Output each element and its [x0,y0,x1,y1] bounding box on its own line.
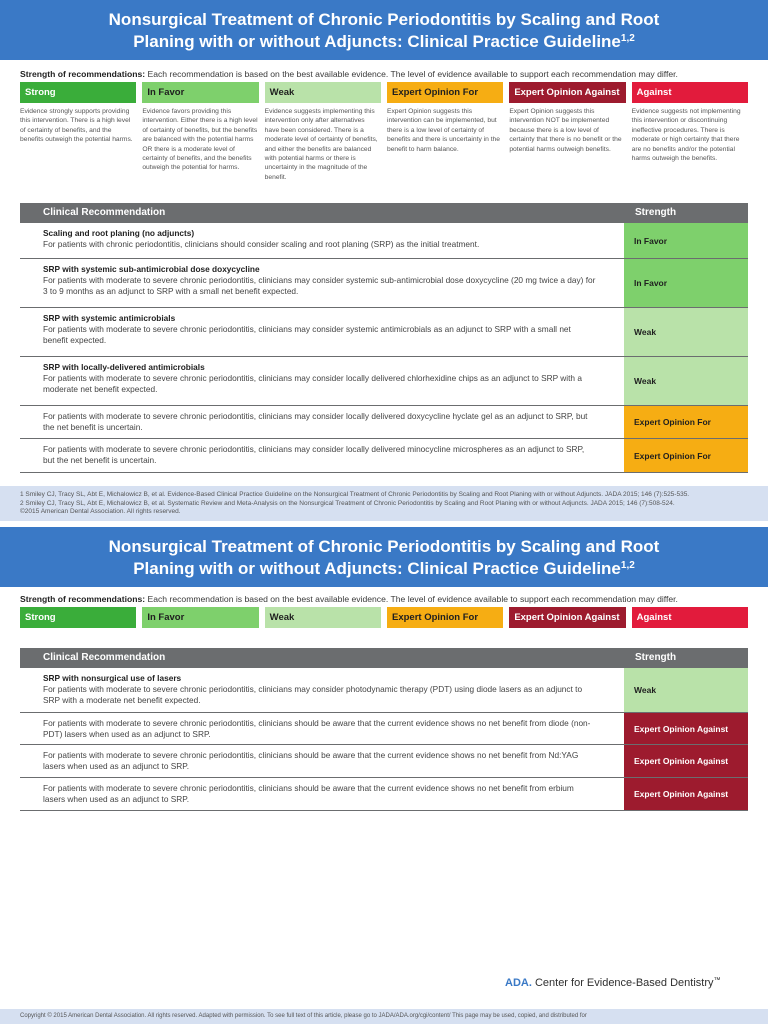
recommendation-cell [20,406,624,438]
strength-desc-weak: Evidence suggests implementing this intervention only after alternatives have been considered. There is a moderate level of certainty of benefits, and either the benefits are balanced with potential harms or there is uncertainty in the magnitude of the benefit. [264,108,378,181]
recommendation-cell [20,713,624,744]
table-row [20,713,748,745]
table-body [20,668,748,811]
strength-desc-in-favor: Evidence favors providing this intervention. Either there is a high level of certainty of benefits, but the benefits are balanced with the potential harms OR there is a moderate level of certainty of benefits, and the benefits outweigh the potential for harms. [142,108,258,172]
strength-scale-2 [20,607,748,628]
brand-trademark: ™ [713,977,721,984]
recommendation-cell [20,668,624,712]
strength-desc-expert-against: Expert Opinion suggests this intervention NOT be implemented because there is a low level of certainty that there is no benefit or the potential harms outweigh benefits. [509,108,622,153]
recommendation-cell [20,357,624,405]
strength-badge: Weak [624,668,748,712]
strength-badge: Weak [624,357,748,405]
table-row [20,259,748,308]
table-row [20,308,748,357]
strength-badge: Expert Opinion Against [624,745,748,777]
table-header [20,203,748,223]
recommendation-cell [20,745,624,777]
strength-badge: In Favor [624,259,748,307]
strength-badge: Expert Opinion Against [624,713,748,744]
strength-desc-strong: Evidence strongly supports providing this intervention. There is a high level of certainty of benefits, and the benefits outweigh the potential harms. [20,108,133,144]
title-superscript: 1,2 [620,560,635,571]
recommendation-title: SRP with locally-delivered antimicrobials [43,362,205,372]
strength-scale [20,82,748,103]
brand-logo [505,977,720,989]
header-recommendation: Clinical Recommendation [43,652,166,663]
recommendation-cell [20,778,624,810]
strength-badge: Expert Opinion For [624,439,748,472]
strength-badge: Expert Opinion Against [624,778,748,810]
page-title-banner [0,0,768,60]
recommendation-cell [20,259,624,307]
strength-badge: Weak [624,308,748,356]
strength-label: Strength of recommendations: [20,69,146,79]
footnote-1: 1 Smiley CJ, Tracy SL, Abt E, Michalowicz B, et al. Evidence-Based Clinical Practice Guideline on the Nonsurgical Treatment of Chronic Periodontitis by Scaling and Root Planing with or without Adjuncts. JADA 2015; 146 (7):525-535. [20,491,690,498]
page-title-line2: Planing with or without Adjuncts: Clinical Practice Guideline$^{1,2}$ [133,559,635,578]
header-strength: Strength [635,207,677,218]
strength-label: Strength of recommendations: [20,594,146,604]
recommendation-cell [20,223,624,258]
strength-intro [20,69,750,79]
recommendation-title: SRP with systemic sub-antimicrobial dose doxycycline [43,264,260,274]
recommendation-cell [20,308,624,356]
strength-chip-in-favor: In Favor [142,607,258,628]
recommendation-text: For patients with moderate to severe chronic periodontitis, clinicians may consider locally delivered minocycline microspheres as an adjunct to SRP, but the net benefit is uncertain. [43,444,585,465]
recommendation-text: For patients with chronic periodontitis, clinicians should consider scaling and root planing (SRP) as the initial treatment. [43,238,480,249]
table-row [20,406,748,439]
footnote-2: 2 Smiley CJ, Tracy SL, Abt E, Michalowicz B, et al. Systematic Review and Meta-Analysis on the Nonsurgical Treatment of Chronic Periodontitis by Scaling and Root Planing with or without Adjuncts. JADA 2015; 146 (7):508-524. [20,499,675,507]
page-title-banner-2 [0,527,768,587]
recommendation-text: For patients with moderate to severe chronic periodontitis, clinicians may consider locally delivered doxycycline hyclate gel as an adjunct to SRP, but the net benefit is uncertain. [43,411,588,432]
table-row [20,223,748,259]
recommendation-text: For patients with moderate to severe chronic periodontitis, clinicians should be aware that the current evidence shows no net benefit from Nd:YAG lasers when used as an adjunct to SRP. [43,750,579,771]
strength-chip-expert-for: Expert Opinion For [387,82,503,103]
table-row [20,745,748,778]
strength-chip-expert-against: Expert Opinion Against [509,82,625,103]
strength-intro-2 [20,594,750,604]
strength-badge: In Favor [624,223,748,258]
table-body [20,223,748,473]
strength-chip-expert-against: Expert Opinion Against [509,607,625,628]
strength-chip-in-favor: In Favor [142,82,258,103]
table-row [20,778,748,811]
strength-chip-weak: Weak [265,82,381,103]
strength-chip-against: Against [632,82,748,103]
recommendation-text: For patients with moderate to severe chronic periodontitis, clinicians may consider photodynamic therapy (PDT) using diode lasers as an adjunct to SRP with a moderate net benefit expected. [43,683,583,705]
recommendation-text: For patients with moderate to severe chronic periodontitis, clinicians may consider locally delivered chlorhexidine chips as an adjunct to SRP with a moderate net benefit expected. [43,372,582,394]
strength-chip-expert-for: Expert Opinion For [387,607,503,628]
page-title-line2: Planing with or without Adjuncts: Clinical Practice Guideline$^{1,2}$ [133,32,635,51]
table-row [20,439,748,473]
recommendation-text: For patients with moderate to severe chronic periodontitis, clinicians may consider systemic antimicrobials as an adjunct to SRP with a small net benefit expected. [43,323,571,345]
strength-chip-strong: Strong [20,607,136,628]
footnotes [0,486,768,521]
recommendation-title: SRP with nonsurgical use of lasers [43,673,182,683]
strength-desc-expert-for: Expert Opinion suggests this intervention can be implemented, but there is a low level of certainty of benefits and there is uncertainty in the benefit to harm balance. [386,108,500,153]
recommendation-table [20,203,748,473]
table-row [20,668,748,713]
strength-chip-against: Against [632,607,748,628]
recommendation-text: For patients with moderate to severe chronic periodontitis, clinicians should be aware that the current evidence shows no net benefit from diode (non-PDT) lasers when used as an adjunct to SRP. [43,718,591,739]
strength-badge: Expert Opinion For [624,406,748,438]
strength-desc-against: Evidence suggests not implementing this intervention or discontinuing ineffective procedures. There is moderate or high certainty that there are no benefits and/or the potential harms outweigh the benefits. [631,108,741,163]
recommendation-title: SRP with systemic antimicrobials [43,313,176,323]
brand-org: ADA. [505,977,532,989]
recommendation-title: Scaling and root planing (no adjuncts) [43,228,195,238]
strength-text: Each recommendation is based on the best available evidence. The level of evidence available to support each recommendation may differ. [147,69,678,79]
table-row [20,357,748,406]
strength-text: Each recommendation is based on the best available evidence. The level of evidence available to support each recommendation may differ. [147,594,678,604]
table-header [20,648,748,668]
recommendation-text: For patients with moderate to severe chronic periodontitis, clinicians may consider systemic sub-antimicrobial dose doxycycline (20 mg twice a day) for 3 to 9 months as an adjunct to SRP with a small net benefit expected. [43,274,596,296]
page-title-line1: Nonsurgical Treatment of Chronic Periodontitis by Scaling and Root [108,537,660,556]
strength-chip-weak: Weak [265,607,381,628]
copyright-notice: Copyright © 2015 American Dental Association. All rights reserved. Adapted with permission. To see full text of this article, please go to JADA/ADA.org/cgi/content/ This page may be used, copied, and distributed for [0,1009,768,1024]
footnote-copyright: ©2015 American Dental Association. All rights reserved. [20,508,181,516]
strength-chip-strong: Strong [20,82,136,103]
title-superscript: 1,2 [620,33,635,44]
page-title-line1: Nonsurgical Treatment of Chronic Periodontitis by Scaling and Root [108,10,660,29]
recommendation-cell [20,439,624,472]
brand-center: Center for Evidence-Based Dentistry [534,977,714,989]
header-recommendation: Clinical Recommendation [43,207,166,218]
header-strength: Strength [635,652,677,663]
strength-descriptions [20,107,748,182]
recommendation-table-2 [20,648,748,811]
recommendation-text: For patients with moderate to severe chronic periodontitis, clinicians should be aware that the current evidence shows no net benefit from erbium lasers when used as an adjunct to SRP. [43,783,574,804]
